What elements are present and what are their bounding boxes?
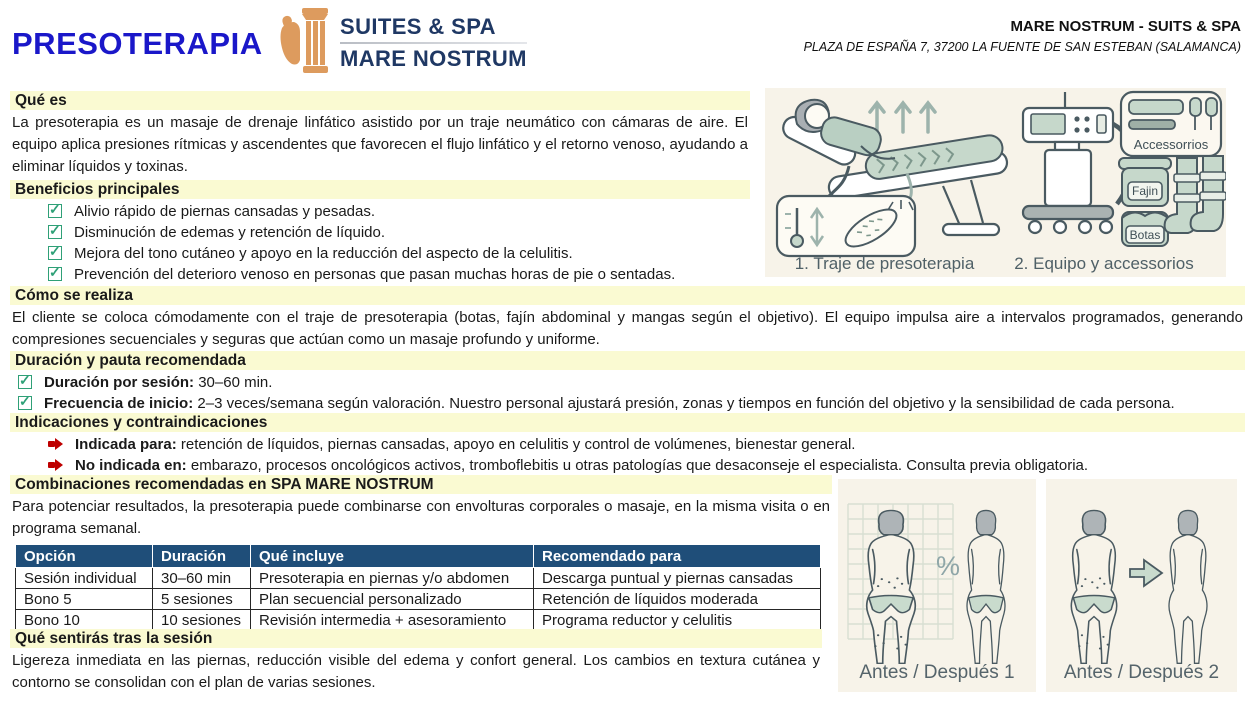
table-row (16, 610, 821, 631)
checkbox-icon (48, 204, 62, 218)
cell-incluye: Revisión intermedia + asesoramiento (251, 610, 534, 631)
checkbox-icon (48, 267, 62, 281)
fajin-label: Fajin (1131, 184, 1159, 198)
botas-jar (1122, 212, 1168, 246)
body-que-sentiras: Ligereza inmediata en las piernas, reducción visible del edema y confort general. Los cambios en textura cutánea y contorno se consolidan con el plan de varias sesiones. (12, 652, 820, 691)
suit-caption: 1. Traje de presoterapia (794, 254, 975, 273)
indicacion-text: Indicada para: retención de líquidos, piernas cansadas, apoyo en celulitis y control de volúmenes, bienestar general. (75, 436, 856, 453)
before-after-2-illustration (1046, 479, 1237, 692)
result-arrow-icon (1130, 560, 1162, 586)
body-que-es: La presoterapia es un masaje de drenaje linfático asistido por un traje neumático con cámaras de aire. El equipo aplica presiones rítmicas y ascendentes que favorecen el flujo linfático y el retorno venoso, ayudando a eliminar líquidos y toxinas. (12, 114, 748, 175)
accessories-box (1121, 92, 1221, 156)
pricing-table (15, 544, 821, 631)
heading-combinaciones: Combinaciones recomendadas en SPA MARE NOSTRUM (10, 475, 832, 494)
heading-beneficios: Beneficios principales (10, 180, 750, 199)
cell-opcion: Sesión individual (16, 568, 153, 589)
col-header-recomendado: Recomendado para (534, 545, 821, 568)
fajin-jar (1119, 158, 1171, 206)
section-beneficios (10, 180, 750, 283)
pressotherapy-illustration-panel (765, 88, 1226, 277)
header-business-name: MARE NOSTRUM - SUITS & SPA (1010, 18, 1241, 35)
figure-antes (1071, 510, 1116, 663)
logo-text (340, 14, 527, 72)
benefit-text: Alivio rápido de piernas cansadas y pesadas. (74, 203, 376, 220)
benefit-text: Disminución de edemas y retención de líquido. (74, 224, 386, 241)
cell-opcion: Bono 5 (16, 589, 153, 610)
section-indicaciones (10, 413, 1245, 474)
logo-line-mare-nostrum: MARE NOSTRUM (340, 46, 527, 71)
figure-despues (967, 510, 1005, 663)
cell-duracion: 10 sesiones (153, 610, 251, 631)
cell-incluye: Presoterapia en piernas y/o abdomen (251, 568, 534, 589)
benefit-item (48, 245, 750, 262)
figure-despues (1169, 510, 1207, 663)
heading-indicaciones: Indicaciones y contraindicaciones (10, 413, 1245, 432)
logo-divider (340, 42, 527, 44)
logo-line-suites-spa: SUITES & SPA (340, 14, 496, 39)
section-que-es (10, 91, 750, 178)
duracion-item (18, 395, 1245, 412)
section-duracion (10, 351, 1245, 412)
col-header-que-incluye: Qué incluye (251, 545, 534, 568)
cell-duracion: 30–60 min (153, 568, 251, 589)
arrow-right-icon (48, 438, 63, 450)
cell-opcion: Bono 10 (16, 610, 153, 631)
heading-como-se-realiza: Cómo se realiza (10, 286, 1245, 305)
table-row (16, 589, 821, 610)
col-header-duracion: Duración (153, 545, 251, 568)
duracion-text: Frecuencia de inicio: 2–3 veces/semana según valoración. Nuestro personal ajustará presión, zonas y tiempos en función del objetivo y la sensibilidad de cada persona. (44, 395, 1175, 412)
percent-symbol: % (935, 551, 961, 581)
cell-incluye: Plan secuencial personalizado (251, 589, 534, 610)
heading-que-es: Qué es (10, 91, 750, 110)
checkbox-icon (18, 375, 32, 389)
spa-logo (278, 6, 527, 80)
cell-recomendado: Programa reductor y celulitis (534, 610, 821, 631)
section-combinaciones (10, 475, 832, 540)
benefit-text: Prevención del deterioro venoso en personas que pasan muchas horas de pie o sentadas. (74, 266, 676, 283)
before-after-1-illustration (838, 479, 1036, 692)
indicacion-item (48, 436, 1245, 453)
col-header-opcion: Opción (16, 545, 153, 568)
checkbox-icon (48, 225, 62, 239)
cell-duracion: 5 sesiones (153, 589, 251, 610)
header-contact-block (804, 18, 1241, 54)
body-combinaciones: Para potenciar resultados, la presoterapia puede combinarse con envolturas corporales o masaje, en la misma visita o en programa semanal. (12, 498, 830, 537)
table-row (16, 568, 821, 589)
before-after-2-panel (1046, 479, 1237, 692)
checkbox-icon (18, 396, 32, 410)
duracion-item (18, 374, 1245, 391)
indicacion-text: No indicada en: embarazo, procesos oncológicos activos, tromboflebitis u otras patologías que desaconseje el especialista. Consulta previa obligatoria. (75, 457, 1089, 474)
benefit-item (48, 266, 750, 283)
before-after-2-caption: Antes / Después 2 (1063, 662, 1220, 683)
before-after-1-caption: Antes / Después 1 (859, 662, 1015, 683)
before-after-1-panel (838, 479, 1036, 692)
accessories-label: Accessorrios (1133, 137, 1209, 152)
checkbox-icon (48, 246, 62, 260)
section-que-sentiras (10, 629, 822, 694)
airflow-arrows-icon (870, 103, 935, 132)
body-como-se-realiza: El cliente se coloca cómodamente con el traje de presoterapia (botas, fajín abdominal y mangas según el objetivo). El equipo impulsa aire a intervalos programados, generando compresiones secuenciales y seguras que actúan como un masaje profundo y uniforme. (12, 309, 1243, 348)
benefit-item (48, 203, 750, 220)
pressotherapy-machine (1023, 92, 1133, 233)
column-amphora-logo-icon (278, 6, 332, 80)
equipment-caption: 2. Equipo y accessorios (1014, 254, 1194, 273)
cell-recomendado: Retención de líquidos moderada (534, 589, 821, 610)
table-header-row (16, 545, 821, 568)
benefit-text: Mejora del tono cutáneo y apoyo en la reducción del aspecto de la celulitis. (74, 245, 573, 262)
indicacion-item (48, 457, 1245, 474)
heading-duracion: Duración y pauta recomendada (10, 351, 1245, 370)
botas-label: Botas (1129, 228, 1161, 242)
arrow-right-icon (48, 459, 63, 471)
benefit-item (48, 224, 750, 241)
header-address: PLAZA DE ESPAÑA 7, 37200 LA FUENTE DE SAN ESTEBAN (SALAMANCA) (803, 40, 1241, 54)
heading-que-sentiras: Qué sentirás tras la sesión (10, 629, 822, 648)
duracion-text: Duración por sesión: 30–60 min. (44, 374, 273, 391)
pressotherapy-illustration (765, 88, 1226, 277)
page-title: PRESOTERAPIA (12, 26, 263, 61)
cell-recomendado: Descarga puntual y piernas cansadas (534, 568, 821, 589)
pressotherapy-boots (1165, 156, 1226, 233)
section-como-se-realiza (10, 286, 1245, 351)
